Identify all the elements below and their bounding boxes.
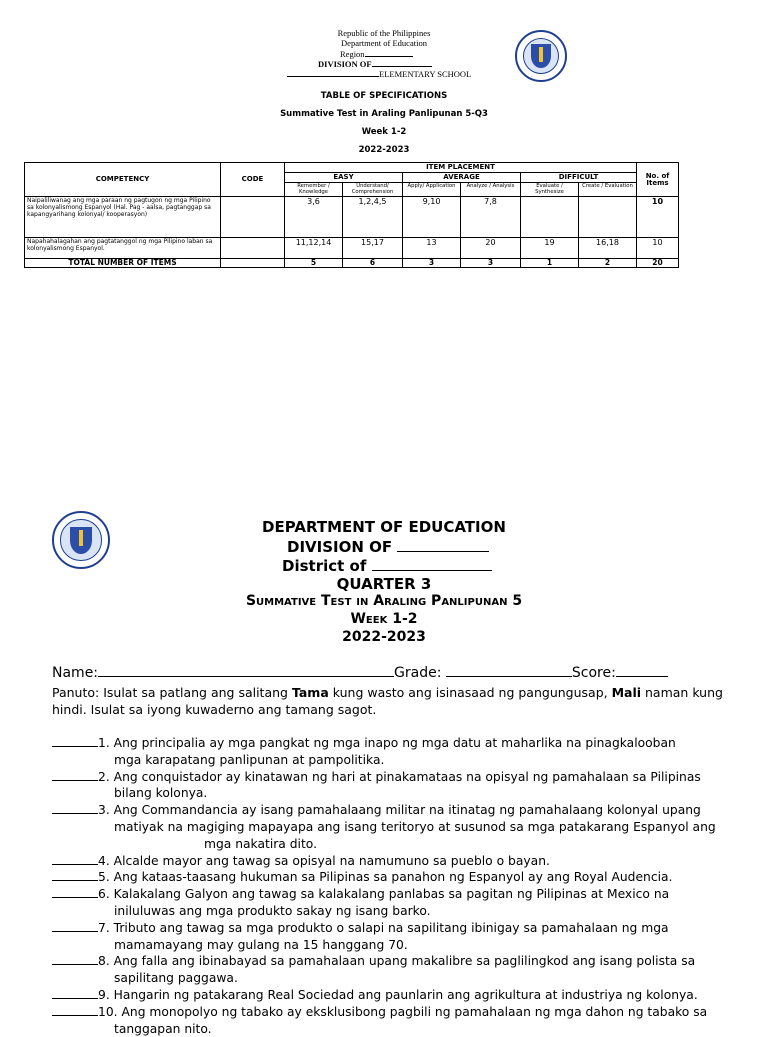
tos-week: Week 1-2 (361, 127, 407, 137)
grade-field[interactable] (446, 664, 572, 677)
name-label: Name: (52, 665, 99, 681)
tos-title: TABLE OF SPECIFICATIONS (320, 91, 448, 101)
answer-blank[interactable] (52, 988, 98, 999)
test-title: Summative Test in Araling Panlipunan 5 (245, 593, 523, 609)
item-cell: 3,6 (285, 197, 343, 238)
answer-blank[interactable] (52, 887, 98, 898)
total-label: TOTAL NUMBER OF ITEMS (25, 259, 221, 268)
total-cell: 1 (521, 259, 579, 268)
level-create: Create / Evaluation (579, 183, 637, 197)
grade-label: Grade: (394, 665, 442, 681)
answer-blank[interactable] (52, 921, 98, 932)
instructions: Panuto: Isulat sa patlang ang salitang Tama kung wasto ang isinasaad ng pangungusap, Mali naman kung hindi. Isulat sa iyong kuwaderno ang tamang sagot. (52, 685, 723, 717)
col-item-placement: ITEM PLACEMENT (285, 163, 637, 173)
dept-heading: DEPARTMENT OF EDUCATION (262, 518, 506, 536)
answer-blank[interactable] (52, 1005, 98, 1016)
item-cell: 15,17 (343, 238, 403, 259)
answer-blank[interactable] (52, 770, 98, 781)
code-cell (221, 238, 285, 259)
row-total-cell: 10 (637, 197, 679, 238)
specification-table (24, 162, 679, 268)
group-average: AVERAGE (403, 173, 521, 183)
total-row (25, 259, 679, 268)
competency-cell: Napahahalagahan ang pagtatanggol ng mga Pilipino laban sa kolonyalismong Espanyol. (25, 238, 221, 259)
item-cell (579, 197, 637, 238)
name-grade-score-row (52, 664, 752, 681)
list-item: 8. Ang falla ang ibinabayad sa pamahalaan upang makalibre sa paglilingkod ang isang polista sa sapilitang paggawa. (52, 953, 728, 987)
answer-blank[interactable] (52, 954, 98, 965)
list-item: 2. Ang conquistador ay kinatawan ng hari at pinakamataas na opisyal ng pamahalaan sa Pilipinas bilang kolonya. (52, 769, 728, 803)
item-cell: 11,12,14 (285, 238, 343, 259)
score-field[interactable] (616, 664, 668, 677)
total-cell: 6 (343, 259, 403, 268)
grand-total-cell: 20 (637, 259, 679, 268)
total-cell: 2 (579, 259, 637, 268)
answer-blank[interactable] (52, 736, 98, 747)
col-competency: COMPETENCY (25, 163, 221, 197)
item-cell: 7,8 (461, 197, 521, 238)
quarter-heading: QUARTER 3 (336, 575, 432, 593)
list-item: 9. Hangarin ng patakarang Real Sociedad ang paunlarin ang agrikultura at industriya ng kolonya. (52, 987, 728, 1004)
header-department: Department of Education (341, 38, 427, 48)
level-understand: Understand/ Comprehension (343, 183, 403, 197)
answer-blank[interactable] (52, 803, 98, 814)
score-label: Score: (571, 665, 616, 681)
list-item: 5. Ang kataas-taasang hukuman sa Pilipinas sa panahon ng Espanyol ay ang Royal Audencia. (52, 869, 728, 886)
item-cell: 19 (521, 238, 579, 259)
table-row (25, 238, 679, 259)
total-cell: 3 (403, 259, 461, 268)
level-apply: Apply/ Application (403, 183, 461, 197)
list-item: 1. Ang principalia ay mga pangkat ng mga inapo ng mga datu at maharlika na pinagkalooban mga karapatang panlipunan at pampolitika. (52, 735, 728, 769)
level-evaluate: Evaluate / Synthesize (521, 183, 579, 197)
item-cell: 16,18 (579, 238, 637, 259)
level-analyze: Analyze / Analysis (461, 183, 521, 197)
col-no-items: No. of Items (637, 163, 679, 197)
total-cell: 3 (461, 259, 521, 268)
competency-cell: Naipaliliwanag ang mga paraan ng pagtugon ng mga Pilipino sa kolonyalismong Espanyol (Hal. Pag - aalsa, pagtanggap sa kapangyarihang kolonyal/ kooperasyon) (25, 197, 221, 238)
list-item: 10. Ang monopolyo ng tabako ay eksklusibong pagbili ng pamahalaan ng mga dahon ng tabako sa tanggapan nito. (52, 1004, 728, 1037)
item-cell: 1,2,4,5 (343, 197, 403, 238)
test-week: Week 1-2 (350, 611, 418, 627)
list-item: 4. Alcalde mayor ang tawag sa opisyal na namumuno sa pueblo o bayan. (52, 853, 728, 870)
tos-year: 2022-2023 (358, 145, 410, 155)
header-division: DIVISION OF (318, 58, 432, 69)
code-cell (221, 197, 285, 238)
item-cell (521, 197, 579, 238)
division-heading: DIVISION OF (287, 538, 489, 556)
answer-blank[interactable] (52, 854, 98, 865)
table-row (25, 197, 679, 238)
name-field[interactable] (98, 664, 394, 677)
item-cell: 9,10 (403, 197, 461, 238)
test-year: 2022-2023 (342, 629, 426, 645)
list-item: 6. Kalakalang Galyon ang tawag sa kalakalang panlabas sa pagitan ng Pilipinas at Mexico na iniluluwas ang mga produkto sakay ng isang barko. (52, 886, 728, 920)
header-region: Region (340, 48, 413, 59)
header-school: ELEMENTARY SCHOOL (287, 68, 471, 79)
group-difficult: DIFFICULT (521, 173, 637, 183)
total-code-cell (221, 259, 285, 268)
tos-subtitle: Summative Test in Araling Panlipunan 5-Q3 (280, 109, 488, 119)
district-heading: District of (282, 557, 492, 575)
total-cell: 5 (285, 259, 343, 268)
header-republic: Republic of the Philippines (337, 28, 431, 38)
level-remember: Remember / Knowledge (285, 183, 343, 197)
item-cell: 13 (403, 238, 461, 259)
answer-blank[interactable] (52, 870, 98, 881)
list-item: 3. Ang Commandancia ay isang pamahalaang militar na itinatag ng pamahalaang kolonyal upang matiyak na magiging mapayapa ang isang teritoryo at susunod sa mga patakarang Espanyol ang mga nakatira dito. (52, 802, 728, 852)
row-total-cell: 10 (637, 238, 679, 259)
col-code: CODE (221, 163, 285, 197)
list-item: 7. Tributo ang tawag sa mga produkto o salapi na sapilitang ibinigay sa pamahalaan ng mga mamamayang may gulang na 15 hanggang 70. (52, 920, 728, 954)
question-list (52, 735, 728, 1037)
item-cell: 20 (461, 238, 521, 259)
group-easy: EASY (285, 173, 403, 183)
